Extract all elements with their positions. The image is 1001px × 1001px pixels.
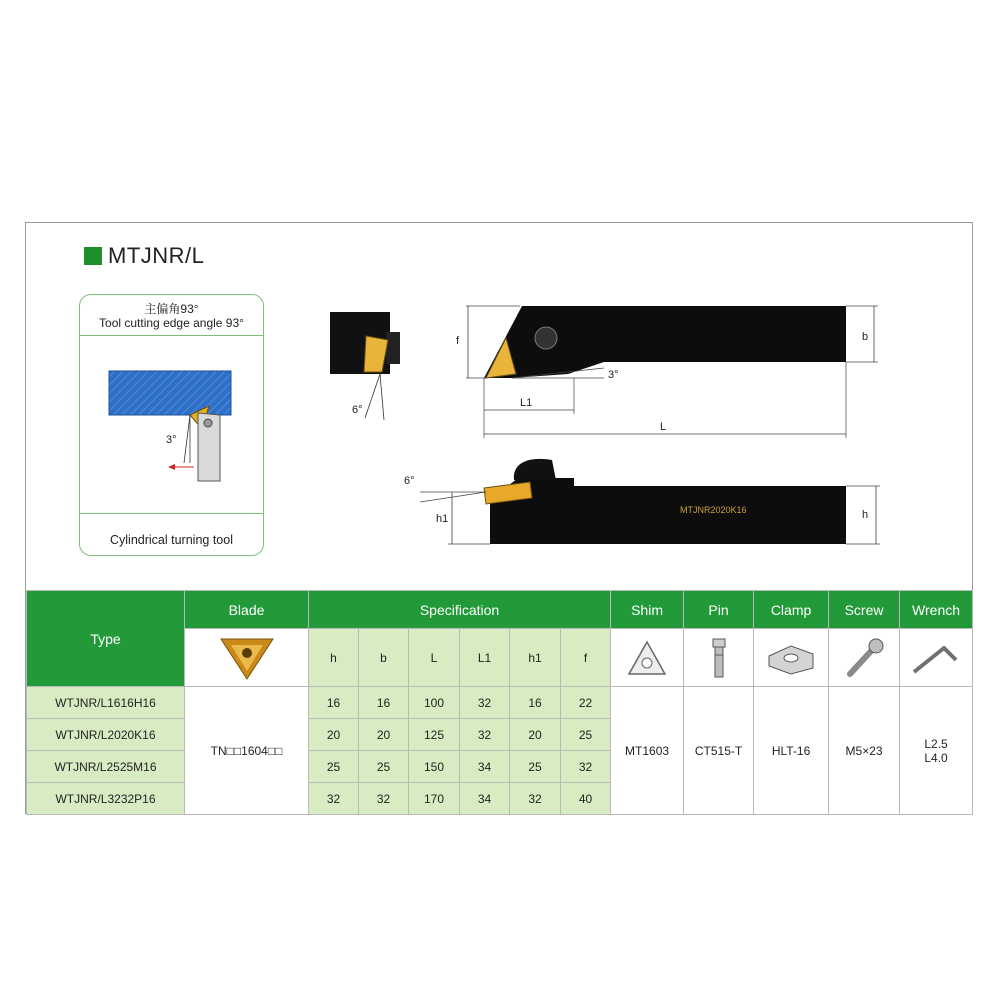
wrench-icon (908, 638, 964, 678)
table-header-row (27, 591, 973, 629)
shim-icon-cell (611, 629, 684, 687)
row-type: WTJNR/L3232P16 (27, 783, 185, 815)
wrench-size: L4.0 (924, 750, 948, 765)
angle-label: 3° (166, 434, 177, 446)
clamp-icon (763, 638, 819, 678)
row-value: 34 (460, 783, 510, 815)
shank-marking: MTJNR2020K16 (680, 505, 747, 515)
clamp-screw-shape (535, 327, 557, 349)
end-view-angle-line (365, 374, 380, 418)
header-pin: Pin (684, 591, 754, 629)
shank-side-shape (490, 478, 846, 544)
clamp-end-shape (386, 332, 400, 364)
row-value: 125 (409, 719, 460, 751)
header-clamp: Clamp (754, 591, 829, 629)
end-view (330, 312, 400, 420)
end-view-angle-line (380, 374, 384, 420)
row-value: 20 (510, 719, 561, 751)
row-value: 32 (460, 719, 510, 751)
wrench-value (900, 687, 973, 815)
pin-value: CT515-T (684, 687, 754, 815)
clamp-icon-cell (754, 629, 829, 687)
dim-L-label: L (660, 421, 667, 433)
screw-icon-cell (829, 629, 900, 687)
top-view (456, 306, 878, 438)
side-angle-line (420, 492, 486, 502)
pin-icon-cell (684, 629, 754, 687)
row-value: 32 (309, 783, 359, 815)
header-screw: Screw (829, 591, 900, 629)
dim-L1-label: L1 (520, 397, 533, 409)
row-value: 150 (409, 751, 460, 783)
dim-f-label: f (456, 335, 460, 347)
triangle-insert-icon (217, 633, 277, 683)
screw-value: M5×23 (829, 687, 900, 815)
row-type: WTJNR/L1616H16 (27, 687, 185, 719)
spec-table (26, 590, 973, 815)
cutting-angle-english: Tool cutting edge angle 93° (99, 316, 244, 330)
spec-col-L1: L1 (460, 629, 510, 687)
row-value: 32 (561, 751, 611, 783)
shim-icon (625, 636, 669, 680)
header-type: Type (27, 591, 185, 687)
spec-col-L: L (409, 629, 460, 687)
row-value: 40 (561, 783, 611, 815)
row-type: WTJNR/L2020K16 (27, 719, 185, 751)
row-value: 25 (309, 751, 359, 783)
spec-col-h: h (309, 629, 359, 687)
table-row (27, 687, 973, 719)
spec-col-f: f (561, 629, 611, 687)
cutting-angle-chinese: 主偏角93° (144, 302, 199, 316)
header-specification: Specification (309, 591, 611, 629)
header-wrench: Wrench (900, 591, 973, 629)
dim-h1-label: h1 (436, 513, 449, 525)
clamp-value: HLT-16 (754, 687, 829, 815)
row-value: 16 (359, 687, 409, 719)
pin-icon (704, 635, 734, 681)
header-shim: Shim (611, 591, 684, 629)
screw-icon (840, 636, 888, 680)
row-value: 22 (561, 687, 611, 719)
blade-code: TN□□1604□□ (185, 687, 309, 815)
side-angle-label: 6° (404, 475, 415, 487)
clamp-side-shape (514, 459, 556, 480)
row-value: 32 (510, 783, 561, 815)
row-value: 25 (561, 719, 611, 751)
row-value: 20 (309, 719, 359, 751)
dim-h-label: h (862, 509, 869, 521)
row-value: 25 (510, 751, 561, 783)
spec-col-h1: h1 (510, 629, 561, 687)
wrench-size: L2.5 (924, 736, 948, 751)
cutting-angle-caption: Cylindrical turning tool (110, 533, 233, 547)
dim-b-label: b (862, 331, 869, 343)
end-view-angle-label: 6° (352, 404, 363, 416)
blade-icon-cell (185, 629, 309, 687)
product-title-text: MTJNR/L (108, 243, 205, 268)
spec-col-b: b (359, 629, 409, 687)
shim-value: MT1603 (611, 687, 684, 815)
header-blade: Blade (185, 591, 309, 629)
row-value: 170 (409, 783, 460, 815)
row-value: 32 (359, 783, 409, 815)
row-value: 34 (460, 751, 510, 783)
row-value: 100 (409, 687, 460, 719)
side-view (404, 459, 880, 544)
wrench-icon-cell (900, 629, 973, 687)
row-value: 25 (359, 751, 409, 783)
row-value: 16 (309, 687, 359, 719)
row-value: 32 (460, 687, 510, 719)
row-value: 16 (510, 687, 561, 719)
row-type: WTJNR/L2525M16 (27, 751, 185, 783)
top-angle-label: 3° (608, 369, 619, 381)
row-value: 20 (359, 719, 409, 751)
